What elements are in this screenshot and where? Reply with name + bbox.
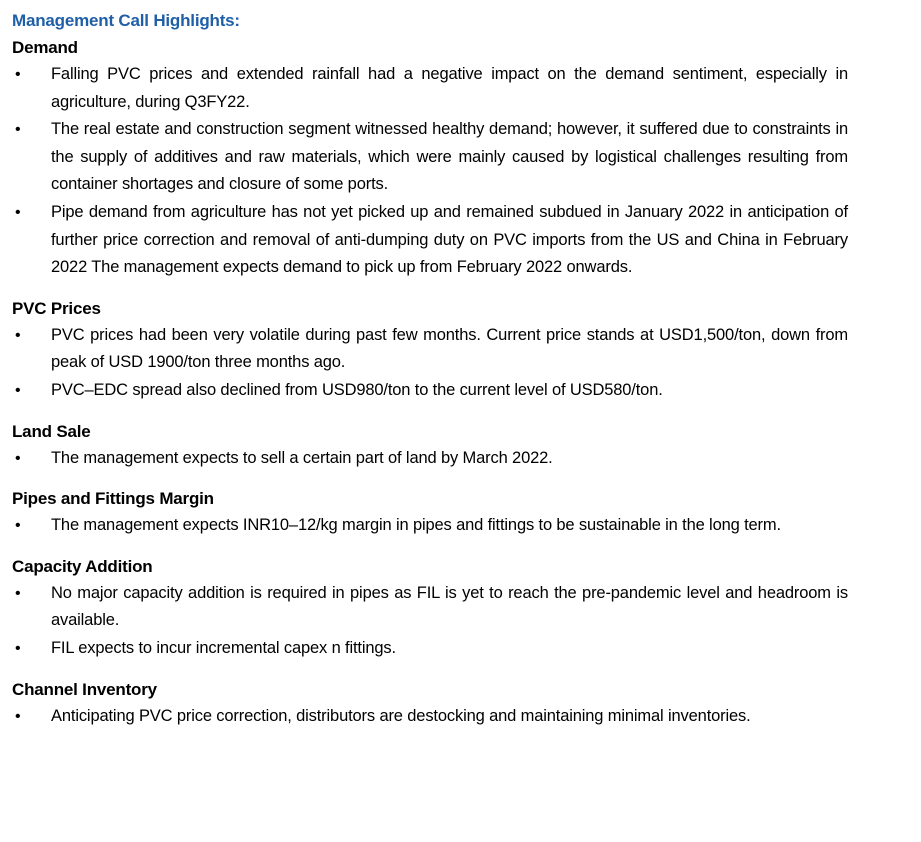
section-land-sale	[12, 418, 848, 473]
bullet-icon: •	[15, 121, 21, 139]
list-item-text: PVC prices had been very volatile during past few months. Current price stands at USD1,500/ton, down from peak of USD 1900/ton three months ago.	[51, 325, 848, 372]
list-item-text: Anticipating PVC price correction, distributors are destocking and maintaining minimal inventories.	[51, 706, 751, 725]
bullet-list	[12, 703, 848, 731]
list-item	[12, 199, 848, 282]
bullet-icon: •	[15, 381, 21, 399]
list-item	[12, 377, 848, 405]
bullet-icon: •	[15, 707, 21, 725]
list-item	[12, 61, 848, 116]
list-item-text: The management expects INR10–12/kg margin in pipes and fittings to be sustainable in the long term.	[51, 516, 781, 535]
document-page	[12, 8, 848, 743]
bullet-list	[12, 322, 848, 405]
list-item-text: The management expects to sell a certain part of land by March 2022.	[51, 448, 553, 467]
section-channel-inventory	[12, 676, 848, 731]
list-item	[12, 445, 848, 473]
list-item-text: Falling PVC prices and extended rainfall had a negative impact on the demand sentiment, especially in agriculture, during Q3FY22.	[51, 65, 848, 111]
section-heading: Channel Inventory	[12, 679, 157, 699]
bullet-icon: •	[15, 326, 21, 344]
bullet-icon: •	[15, 517, 21, 535]
section-heading: Pipes and Fittings Margin	[12, 489, 214, 509]
section-heading: Land Sale	[12, 421, 91, 441]
list-item-text: Pipe demand from agriculture has not yet picked up and remained subdued in January 2022 in anticipation of further price correction and removal of anti-dumping duty on PVC imports from the US and China in February 2022 The management expects demand to pick up from February 2022 onwards.	[51, 202, 848, 277]
list-item	[12, 116, 848, 199]
page-title: Management Call Highlights:	[12, 11, 240, 30]
list-item-text: No major capacity addition is required in pipes as FIL is yet to reach the pre-pandemic level and headroom is available.	[51, 583, 848, 630]
bullet-icon: •	[15, 584, 21, 602]
list-item	[12, 580, 848, 635]
section-pvc-prices	[12, 295, 848, 405]
section-capacity-addition	[12, 553, 848, 663]
section-heading: Capacity Addition	[12, 556, 153, 576]
list-item	[12, 512, 848, 540]
bullet-list	[12, 580, 848, 663]
section-demand	[12, 34, 848, 282]
list-item-text: PVC–EDC spread also declined from USD980/ton to the current level of USD580/ton.	[51, 380, 663, 399]
section-heading: PVC Prices	[12, 298, 101, 318]
list-item	[12, 322, 848, 377]
bullet-icon: •	[15, 639, 21, 657]
list-item	[12, 635, 848, 663]
bullet-icon: •	[15, 66, 21, 83]
bullet-icon: •	[15, 203, 21, 221]
section-pipes-fittings-margin	[12, 485, 848, 540]
bullet-list	[12, 445, 848, 473]
list-item-text: FIL expects to incur incremental capex n fittings.	[51, 638, 396, 657]
list-item-text: The real estate and construction segment witnessed healthy demand; however, it suffered due to constraints in the supply of additives and raw materials, which were mainly caused by logistical challenges resulting from container shortages and closure of some ports.	[51, 120, 848, 194]
bullet-list	[12, 512, 848, 540]
bullet-icon: •	[15, 449, 21, 467]
section-heading: Demand	[12, 38, 78, 57]
list-item	[12, 703, 848, 731]
bullet-list	[12, 61, 848, 282]
